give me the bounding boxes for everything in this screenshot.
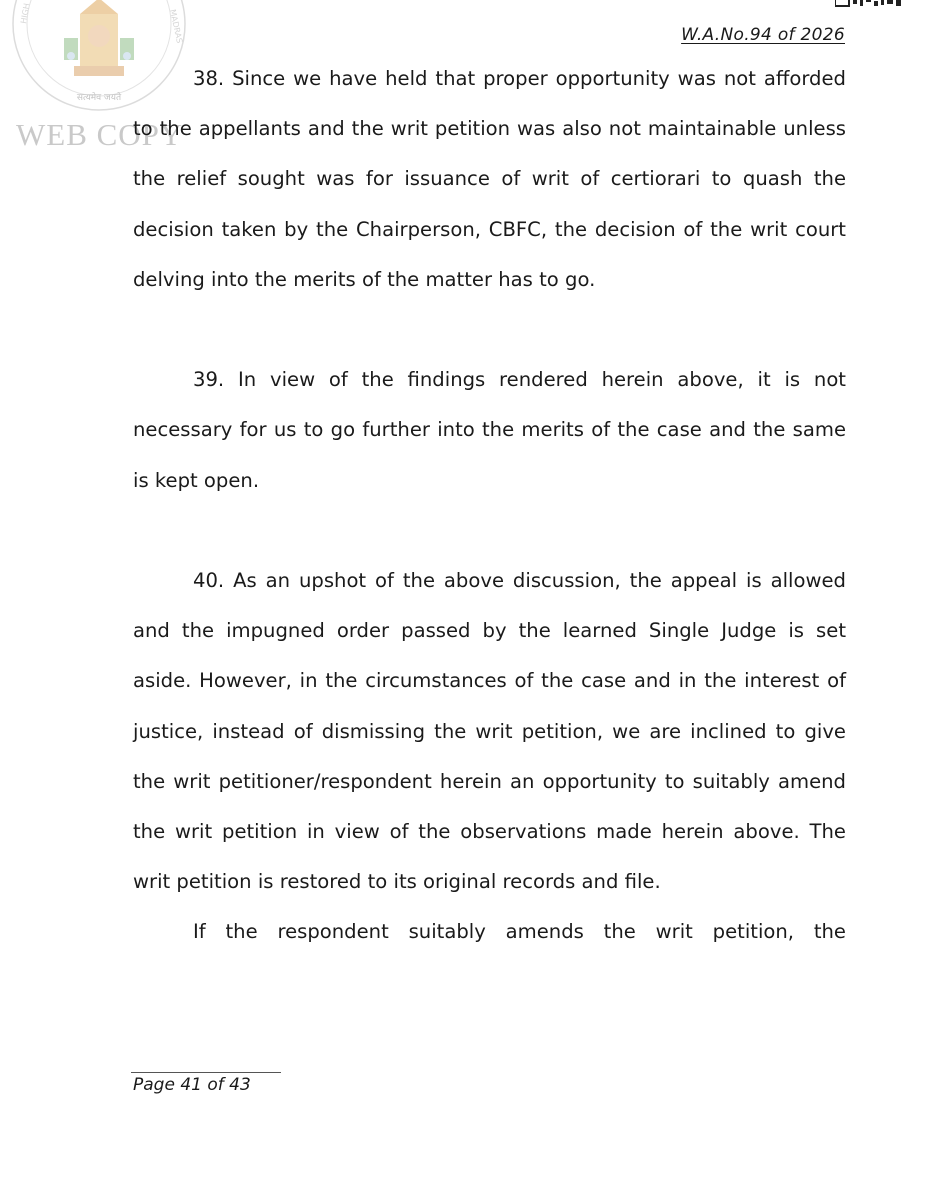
paragraph-40: 40. As an upshot of the above discussion, the appeal is allowed and the impugned order passed by the learned Single Judge is set aside. However, in the circumstances of the case and in the interest of justice, instead of dismissing the writ petition, we are inclined to give the writ petitioner/respondent herein an opportunity to suitably amend the writ petition in view of the observations made herein above. The writ petition is restored to its original records and file.: [133, 569, 846, 894]
paragraph-38: 38. Since we have held that proper opportunity was not afforded to the appellants and the writ petition was also not maintainable unless the relief sought was for issuance of writ of certiorari to quash the decision taken by the Chairperson, CBFC, the decision of the writ court delving into the merits of the matter has to go.: [133, 67, 846, 291]
seal-emblem: [64, 0, 134, 76]
web-copy-watermark: WEB COPY: [16, 117, 184, 152]
judgment-body: [133, 54, 846, 958]
paragraph-continuation: If the respondent suitably amends the writ petition, the: [193, 920, 846, 944]
case-number-header: W.A.No.94 of 2026: [681, 25, 845, 45]
paragraph-39: 39. In view of the findings rendered herein above, it is not necessary for us to go further into the merits of the case and the same is kept open.: [133, 368, 846, 492]
qr-code-fragment: [835, 0, 905, 8]
seal-ring-text-right: MADRAS: [168, 8, 184, 44]
page-number: Page 41 of 43: [133, 1075, 251, 1095]
seal-ring-text-left: HIGH: [19, 2, 32, 25]
seal-motto: सत्यमेव जयते: [76, 93, 122, 103]
footer-divider: [131, 1072, 281, 1073]
